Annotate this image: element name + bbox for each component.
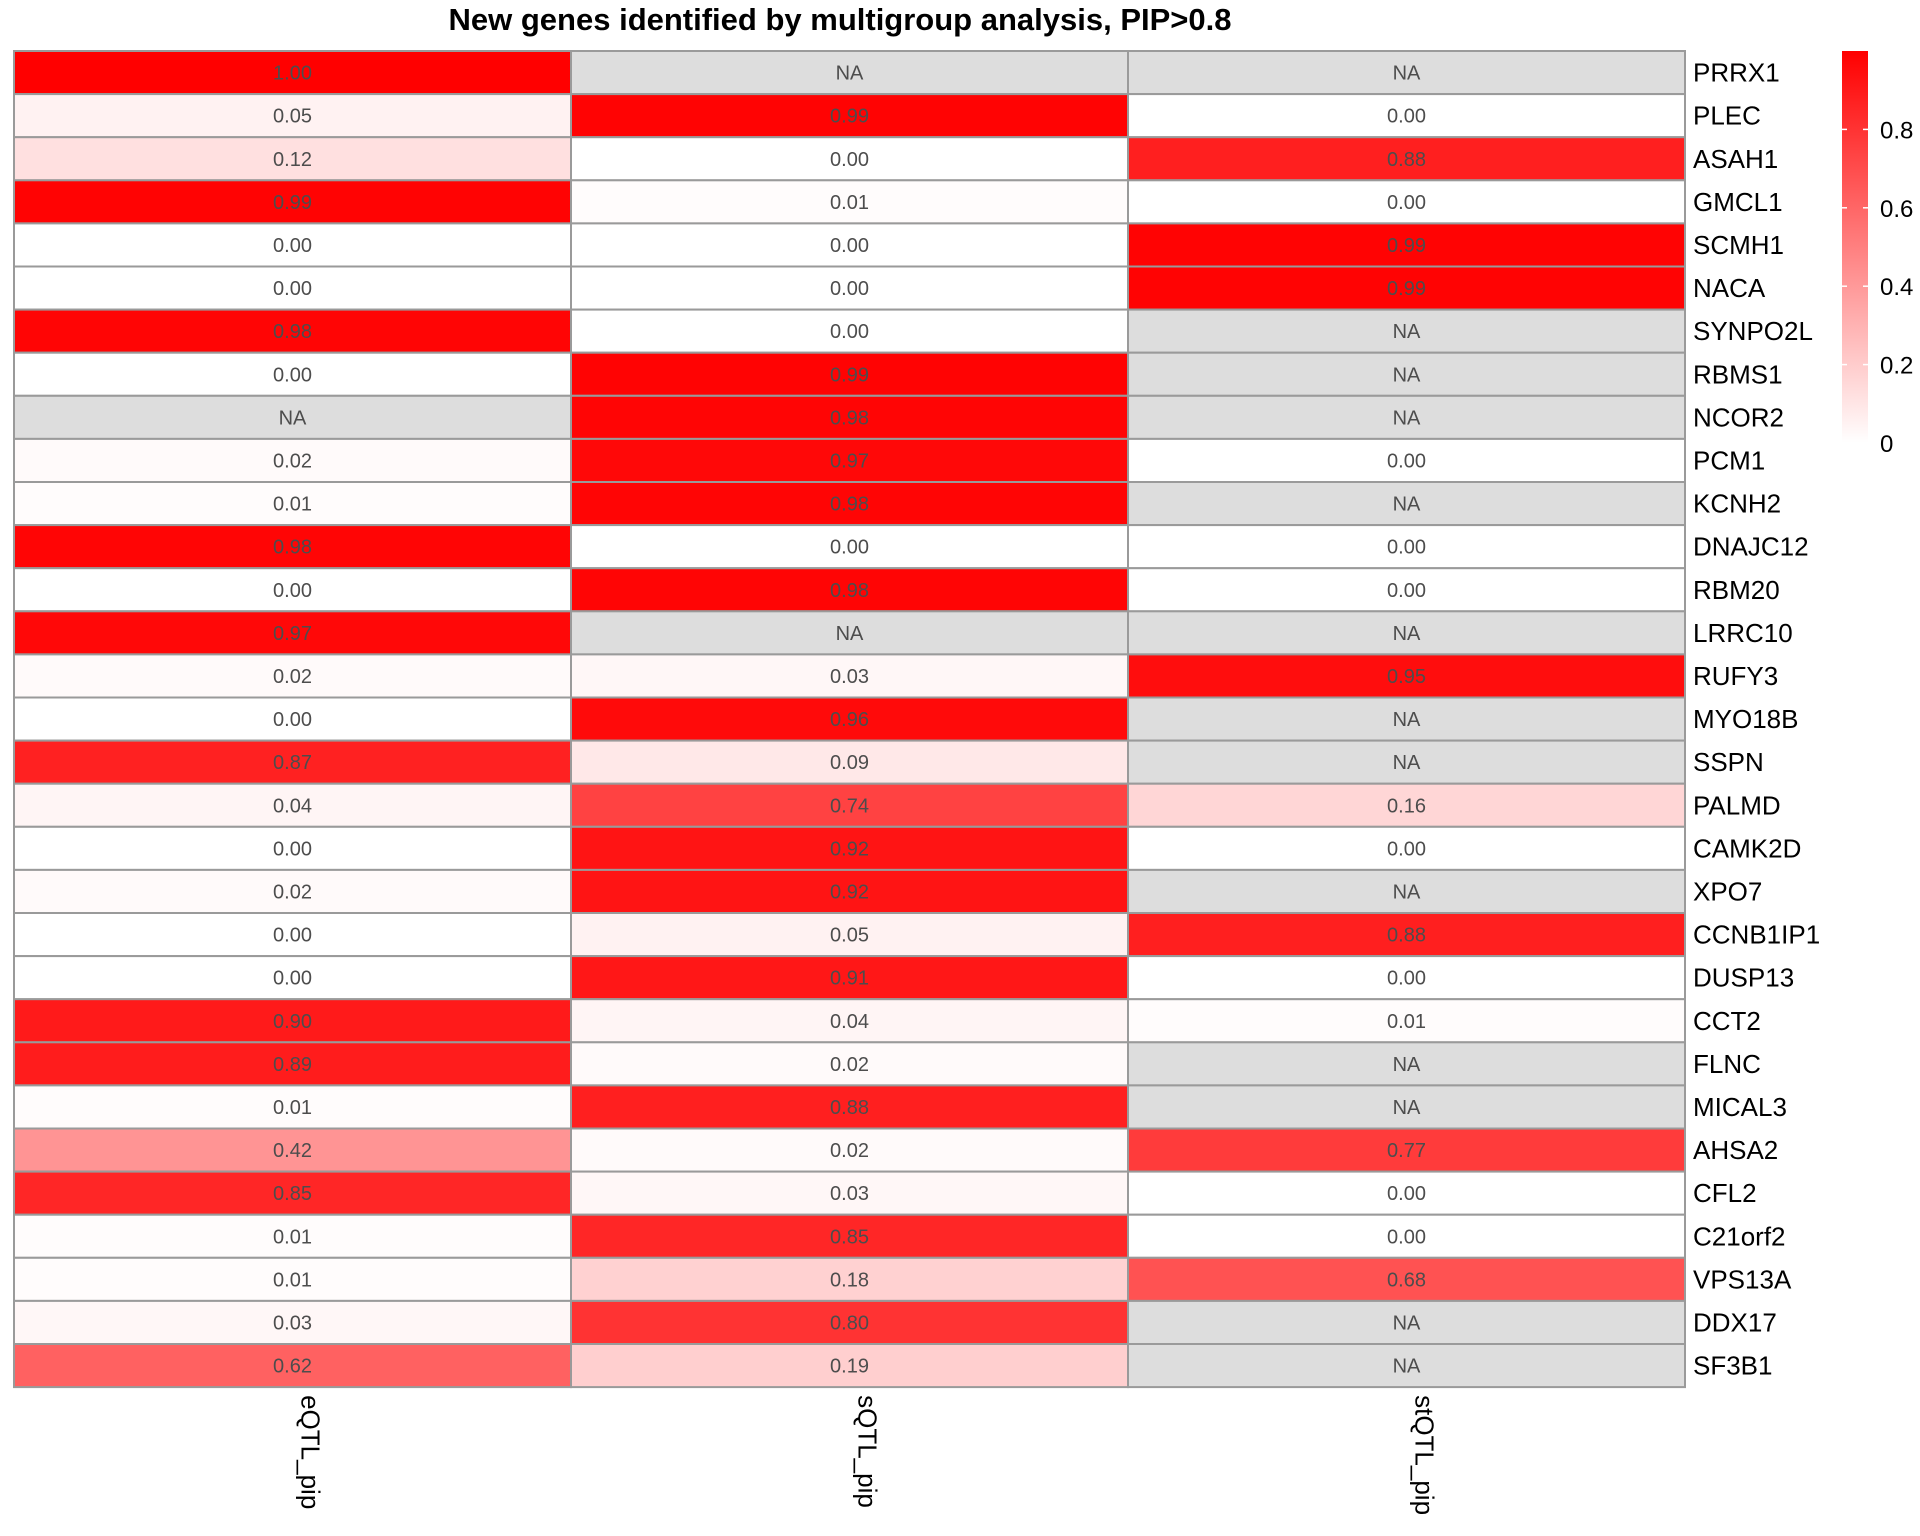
legend-color-bar [1842, 51, 1868, 443]
cell-value-label: 0.99 [830, 105, 869, 128]
row-label: PRRX1 [1693, 57, 1780, 88]
cell-value-label: NA [1392, 622, 1421, 645]
cell-value-label: 0.00 [830, 278, 869, 301]
cell-value-label: 0.85 [273, 1183, 312, 1206]
cell-value-label: 0.85 [830, 1226, 869, 1249]
cell-value-label: NA [1392, 364, 1421, 387]
cell-value-label: 0.95 [1387, 665, 1426, 688]
legend-tick-label: 0.2 [1880, 352, 1914, 380]
cell-value-label: 0.97 [273, 622, 312, 645]
cell-value-label: 0.96 [830, 709, 869, 732]
cell-value-label: 0.00 [830, 234, 869, 257]
cell-value-label: 0.00 [273, 234, 312, 257]
cell-value-label: NA [1392, 1053, 1421, 1076]
cell-value-label: 0.00 [273, 924, 312, 947]
row-label: RUFY3 [1693, 660, 1779, 691]
cell-value-label: 0.19 [830, 1355, 869, 1378]
cell-value-label: 0.00 [1387, 967, 1426, 990]
cell-value-label: 0.89 [273, 1053, 312, 1076]
cell-value-label: 0.97 [830, 450, 869, 473]
cell-value-label: NA [1392, 752, 1421, 775]
cell-value-label: 0.00 [273, 364, 312, 387]
row-label: NACA [1693, 273, 1766, 304]
cell-value-label: 0.00 [273, 967, 312, 990]
cell-value-label: 0.04 [830, 1010, 869, 1033]
row-label: FLNC [1693, 1048, 1761, 1079]
cell-value-label: NA [278, 407, 307, 430]
cell-value-label: NA [1392, 1096, 1421, 1119]
cell-value-label: 0.88 [830, 1096, 869, 1119]
cell-value-label: NA [1392, 881, 1421, 904]
row-label: AHSA2 [1693, 1135, 1779, 1166]
row-label: C21orf2 [1693, 1221, 1786, 1252]
row-label: CCNB1IP1 [1693, 919, 1821, 950]
cell-value-label: 0.02 [830, 1140, 869, 1163]
cell-value-label: 0.92 [830, 838, 869, 861]
cell-value-label: 0.00 [830, 321, 869, 344]
legend-tick-label: 0.8 [1880, 117, 1914, 145]
legend-tick-label: 0.6 [1880, 195, 1914, 223]
row-label: CAMK2D [1693, 833, 1802, 864]
cell-value-label: 0.00 [1387, 838, 1426, 861]
cell-value-label: 0.00 [273, 579, 312, 602]
cell-value-label: 0.02 [273, 881, 312, 904]
cell-value-label: 0.01 [273, 493, 312, 516]
cell-value-label: NA [1392, 1355, 1421, 1378]
row-label: KCNH2 [1693, 488, 1782, 519]
cell-value-label: 0.80 [830, 1312, 869, 1335]
cell-value-label: 0.98 [830, 493, 869, 516]
cell-value-label: 0.01 [273, 1269, 312, 1292]
row-label: DNAJC12 [1693, 531, 1809, 562]
column-labels [296, 1395, 1440, 1515]
row-label: GMCL1 [1693, 186, 1783, 217]
row-label: PALMD [1693, 790, 1781, 821]
cell-value-label: 0.98 [830, 579, 869, 602]
cell-value-label: 0.00 [273, 709, 312, 732]
cell-value-label: 0.03 [830, 1183, 869, 1206]
row-label: MICAL3 [1693, 1091, 1787, 1122]
column-label: stQTL_pip [1409, 1395, 1440, 1516]
column-label: eQTL_pip [295, 1395, 326, 1510]
cell-value-label: 0.00 [1387, 1226, 1426, 1249]
legend-tick-label: 0.4 [1880, 274, 1914, 302]
cell-value-label: 0.99 [1387, 278, 1426, 301]
cell-value-label: 0.18 [830, 1269, 869, 1292]
cell-value-label: 0.00 [1387, 1183, 1426, 1206]
row-label: SF3B1 [1693, 1350, 1773, 1381]
cell-value-label: 0.05 [830, 924, 869, 947]
cell-value-label: 0.00 [273, 838, 312, 861]
row-label: RBM20 [1693, 574, 1780, 605]
cell-value-label: 0.00 [1387, 191, 1426, 214]
cell-value-label: 0.09 [830, 752, 869, 775]
cell-value-label: NA [1392, 62, 1421, 85]
cell-value-label: 0.16 [1387, 795, 1426, 818]
row-label: LRRC10 [1693, 617, 1793, 648]
cell-value-label: 0.98 [273, 536, 312, 559]
cell-value-label: 0.88 [1387, 148, 1426, 171]
row-label: PCM1 [1693, 445, 1766, 476]
cell-value-label: NA [1392, 407, 1421, 430]
row-label: CFL2 [1693, 1178, 1757, 1209]
cell-value-label: 0.02 [273, 450, 312, 473]
cell-value-label: 0.03 [830, 665, 869, 688]
cell-value-label: 0.99 [273, 191, 312, 214]
cell-value-label: 0.90 [273, 1010, 312, 1033]
cell-value-label: 0.98 [273, 321, 312, 344]
row-label: XPO7 [1693, 876, 1763, 907]
cell-value-label: 0.99 [1387, 234, 1426, 257]
cell-value-label: 0.42 [273, 1140, 312, 1163]
cell-value-label: 0.03 [273, 1312, 312, 1335]
cell-value-label: 0.68 [1387, 1269, 1426, 1292]
row-labels [1693, 58, 1820, 1381]
cell-value-label: 0.12 [273, 148, 312, 171]
cell-value-label: 0.00 [830, 536, 869, 559]
cell-value-label: NA [835, 622, 864, 645]
cell-value-label: 0.00 [1387, 579, 1426, 602]
cell-value-label: 0.98 [830, 407, 869, 430]
row-label: SCMH1 [1693, 229, 1785, 260]
cell-value-label: 0.92 [830, 881, 869, 904]
cell-value-label: 0.99 [830, 364, 869, 387]
cell-value-label: NA [1392, 1312, 1421, 1335]
cell-value-label: 0.74 [830, 795, 869, 818]
row-label: SYNPO2L [1693, 316, 1813, 347]
cell-value-label: 0.00 [1387, 450, 1426, 473]
color-legend [1842, 51, 1913, 458]
cell-value-label: 0.91 [830, 967, 869, 990]
cell-value-label: 0.01 [273, 1096, 312, 1119]
cell-value-label: NA [835, 62, 864, 85]
cell-value-label: 0.88 [1387, 924, 1426, 947]
cell-value-label: 0.00 [1387, 536, 1426, 559]
cell-value-label: 0.00 [1387, 105, 1426, 128]
cell-value-label: 0.02 [830, 1053, 869, 1076]
row-label: VPS13A [1693, 1264, 1792, 1295]
cell-value-label: 0.01 [273, 1226, 312, 1249]
cell-value-label: 0.01 [1387, 1010, 1426, 1033]
row-label: MYO18B [1693, 704, 1799, 735]
cell-value-label: NA [1392, 709, 1421, 732]
cell-value-label: 0.00 [273, 278, 312, 301]
row-label: PLEC [1693, 100, 1761, 131]
row-label: DUSP13 [1693, 962, 1795, 993]
cell-value-label: 0.77 [1387, 1140, 1426, 1163]
row-label: NCOR2 [1693, 402, 1785, 433]
row-label: RBMS1 [1693, 359, 1783, 390]
cell-value-label: 0.62 [273, 1355, 312, 1378]
heatmap-cells [14, 51, 1685, 1387]
cell-value-label: 0.01 [830, 191, 869, 214]
row-label: SSPN [1693, 747, 1764, 778]
row-label: ASAH1 [1693, 143, 1779, 174]
cell-value-label: 0.87 [273, 752, 312, 775]
cell-value-label: 1.00 [273, 62, 312, 85]
legend-tick-label: 0 [1880, 431, 1894, 458]
chart-title: New genes identified by multigroup analysis, PIP>0.8 [448, 2, 1232, 37]
cell-value-label: 0.05 [273, 105, 312, 128]
row-label: DDX17 [1693, 1307, 1777, 1338]
cell-value-label: 0.00 [830, 148, 869, 171]
column-label: sQTL_pip [852, 1395, 883, 1508]
cell-value-label: NA [1392, 321, 1421, 344]
row-label: CCT2 [1693, 1005, 1761, 1036]
cell-value-label: 0.02 [273, 665, 312, 688]
cell-value-label: NA [1392, 493, 1421, 516]
cell-value-label: 0.04 [273, 795, 312, 818]
